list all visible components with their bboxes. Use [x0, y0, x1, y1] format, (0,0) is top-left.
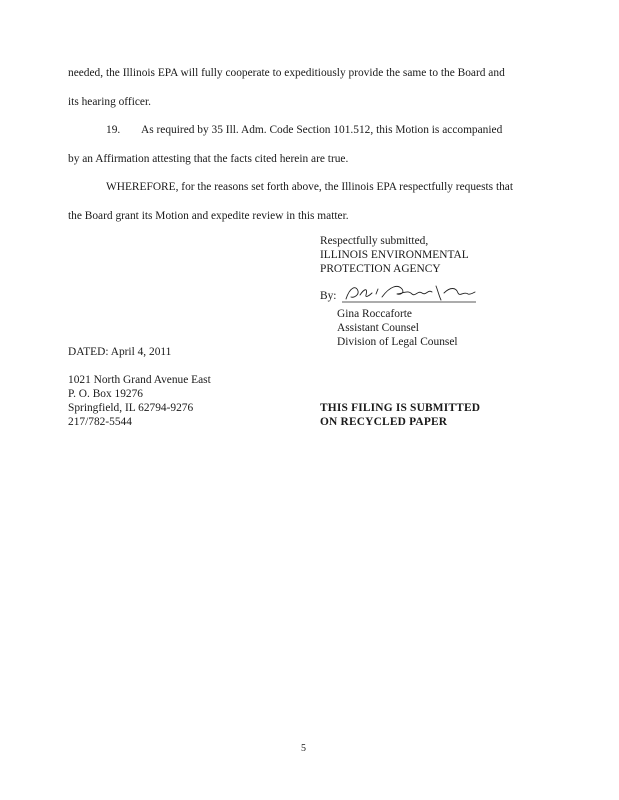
by-label: By:	[320, 290, 337, 302]
org-line-2: PROTECTION AGENCY	[320, 263, 441, 275]
address-line-3: Springfield, IL 62794-9276	[68, 402, 194, 414]
closing: Respectfully submitted,	[320, 235, 429, 247]
wherefore-line-1: WHEREFORE, for the reasons set forth above, the Illinois EPA respectfully requests that	[106, 181, 514, 193]
recycled-notice-line-2: ON RECYCLED PAPER	[320, 416, 448, 428]
handwritten-signature	[342, 281, 478, 305]
signature-block	[320, 281, 480, 305]
wherefore-line-2: the Board grant its Motion and expedite review in this matter.	[68, 210, 349, 222]
address-line-2: P. O. Box 19276	[68, 388, 144, 400]
paragraph-19-line-1: As required by 35 Ill. Adm. Code Section 101.512, this Motion is accompanied	[141, 124, 503, 136]
page-number: 5	[301, 743, 306, 754]
signer-division: Division of Legal Counsel	[337, 336, 458, 348]
signer-title: Assistant Counsel	[337, 322, 419, 334]
org-line-1: ILLINOIS ENVIRONMENTAL	[320, 249, 469, 261]
paragraph-continuation-line-2: its hearing officer.	[68, 96, 151, 108]
dated-line: DATED: April 4, 2011	[68, 346, 172, 358]
address-line-1: 1021 North Grand Avenue East	[68, 374, 211, 386]
signer-name: Gina Roccaforte	[337, 308, 412, 320]
paragraph-19-line-2: by an Affirmation attesting that the facts cited herein are true.	[68, 153, 349, 165]
paragraph-continuation-line-1: needed, the Illinois EPA will fully cooperate to expeditiously provide the same to the Board and	[68, 67, 505, 79]
paragraph-19-number: 19.	[106, 124, 121, 136]
address-phone: 217/782-5544	[68, 416, 132, 428]
recycled-notice-line-1: THIS FILING IS SUBMITTED	[320, 402, 481, 414]
